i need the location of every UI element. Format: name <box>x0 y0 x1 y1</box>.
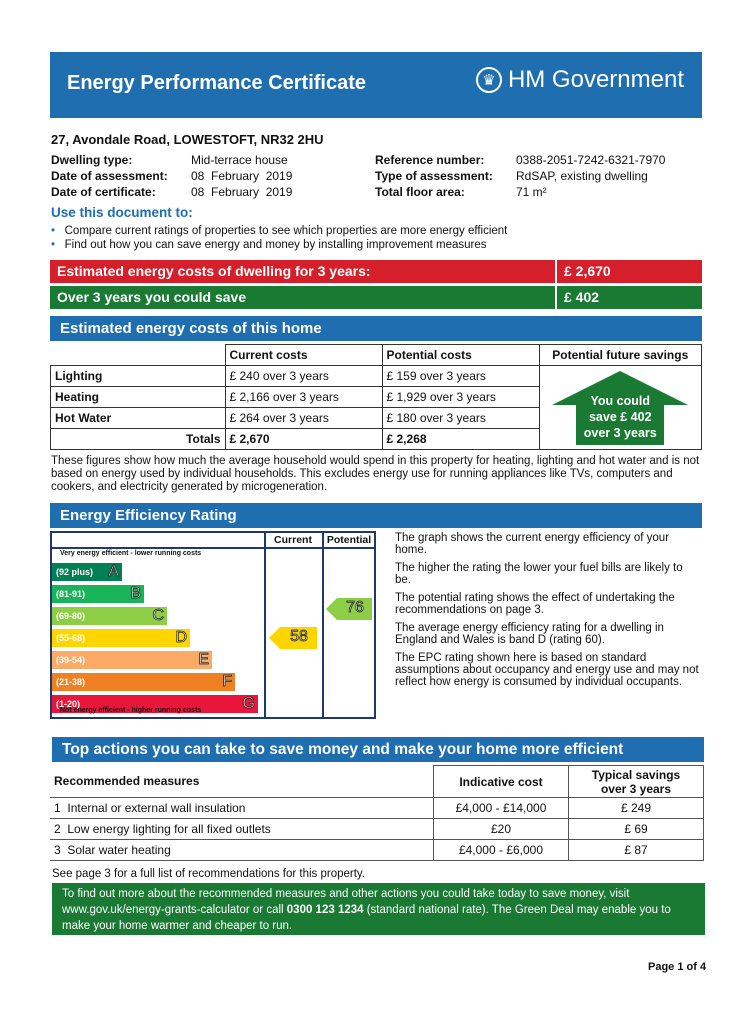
assessment-type-value: RdSAP, existing dwelling <box>516 169 648 183</box>
band-f: (21-38) F <box>52 673 235 691</box>
totals-potential: £ 2,268 <box>382 429 539 450</box>
measure-cell <box>50 819 434 840</box>
band-b: (81-91) B <box>52 585 144 603</box>
page-title: Energy Performance Certificate <box>67 72 367 94</box>
savings-line-3: over 3 years <box>583 426 657 440</box>
savings-arrow-cell <box>539 366 702 450</box>
green-note-text-2: (standard national rate). The Green Deal may enable you to make your home warmer and cheaper to run. <box>62 904 671 932</box>
savings-line-2: save £ 402 <box>588 410 652 424</box>
current-cost: £ 240 over 3 years <box>225 366 382 387</box>
col-recommended-measures: Recommended measures <box>50 766 434 798</box>
rating-bottom-label: Not energy efficient - higher running costs <box>60 707 202 714</box>
measure-cell <box>50 798 434 819</box>
hm-government-logo <box>476 66 684 94</box>
costs-table <box>50 344 702 450</box>
current-cost: £ 264 over 3 years <box>225 408 382 429</box>
measure-number: 1 <box>54 801 61 815</box>
totals-current: £ 2,670 <box>225 429 382 450</box>
green-note-phone: 0300 123 1234 <box>286 904 364 916</box>
rating-paragraph: The potential rating shows the effect of undertaking the recommendations on page 3. <box>395 592 675 616</box>
actions-heading: Top actions you can take to save money and make your home more efficient <box>52 737 704 762</box>
use-document-heading: Use this document to: <box>51 205 193 220</box>
rating-paragraph: The average energy efficiency rating for a dwelling in England and Wales is band D (rating 60). <box>395 622 664 646</box>
current-column <box>264 533 324 717</box>
measures-table <box>50 765 704 861</box>
band-a: (92 plus) A <box>52 563 122 581</box>
costs-note: These figures show how much the average household would spend in this property for heating, lighting and hot water and is not based on energy used by individual households. This excludes energy use for running appliances like TVs, computers and cookers, and electricity generated by microgeneration. <box>51 455 700 493</box>
rating-paragraph: The graph shows the current energy efficiency of your home. <box>395 532 670 556</box>
bullet-text: Find out how you can save energy and money by installing improvement measures <box>64 239 487 251</box>
gov-logo-text: HM Government <box>507 66 684 93</box>
property-address: 27, Avondale Road, LOWESTOFT, NR32 2HU <box>51 132 324 147</box>
see-page-note: See page 3 for a full list of recommendations for this property. <box>52 868 365 880</box>
date-certificate-label: Date of certificate: <box>51 185 156 199</box>
use-document-bullet: • Find out how you can save energy and money by installing improvement measures <box>51 239 487 251</box>
current-rating-value: 58 <box>290 628 308 645</box>
costs-corner <box>51 345 226 366</box>
col-typical-savings-line2: over 3 years <box>600 781 672 796</box>
measure-name: Internal or external wall insulation <box>67 801 246 815</box>
potential-rating-value: 76 <box>346 599 364 616</box>
rating-paragraph: The higher the rating the lower your fuel bills are likely to be. <box>395 562 683 586</box>
col-typical-savings <box>569 766 704 798</box>
estimated-cost-bar: Estimated energy costs of dwelling for 3 years: <box>50 260 555 283</box>
save-bar: Over 3 years you could save <box>50 286 555 309</box>
bullet-text: Compare current ratings of properties to see which properties are more energy efficient <box>64 225 508 237</box>
page-number: Page 1 of 4 <box>648 961 707 973</box>
crest-icon: ♛ <box>476 67 502 93</box>
dwelling-type-label: Dwelling type: <box>51 153 133 167</box>
estimated-cost-value: £ 2,670 <box>557 260 702 283</box>
col-indicative-cost: Indicative cost <box>434 766 569 798</box>
measure-saving: £ 69 <box>569 819 704 840</box>
measure-number: 3 <box>54 843 61 857</box>
rating-chart <box>50 531 376 719</box>
measure-number: 2 <box>54 822 61 836</box>
rating-heading: Energy Efficiency Rating <box>50 503 702 528</box>
costs-heading: Estimated energy costs of this home <box>50 316 702 341</box>
rating-header-blank <box>52 533 262 547</box>
measure-saving: £ 249 <box>569 798 704 819</box>
band-d: (55-68) D <box>52 629 190 647</box>
rating-top-label: Very energy efficient - lower running costs <box>60 550 202 557</box>
rating-col-current: Current <box>274 534 312 546</box>
rating-col-potential: Potential <box>326 534 372 546</box>
table-row <box>50 840 704 861</box>
rating-paragraph: The EPC rating shown here is based on standard assumptions about occupancy and energy use and may not reflect how energy is consumed by individual occupants. <box>395 652 699 688</box>
date-assessment-label: Date of assessment: <box>51 169 168 183</box>
measure-cell <box>50 840 434 861</box>
rating-explanation <box>395 532 701 688</box>
table-row <box>50 798 704 819</box>
table-row <box>50 819 704 840</box>
totals-label: Totals <box>51 429 226 450</box>
floor-area-value: 71 m² <box>516 185 547 199</box>
col-potential-costs: Potential costs <box>382 345 539 366</box>
potential-cost: £ 180 over 3 years <box>382 408 539 429</box>
dwelling-type-value: Mid-terrace house <box>191 153 288 167</box>
savings-arrow-text <box>540 393 702 441</box>
band-e: (39-54) E <box>52 651 212 669</box>
measure-name: Low energy lighting for all fixed outlets <box>67 822 271 836</box>
band-c: (69-80) C <box>52 607 167 625</box>
measure-cost: £20 <box>434 819 569 840</box>
date-certificate-value: 08 February 2019 <box>191 185 293 199</box>
floor-area-label: Total floor area: <box>375 185 465 199</box>
use-document-list <box>51 224 507 252</box>
current-cost: £ 2,166 over 3 years <box>225 387 382 408</box>
assessment-type-label: Type of assessment: <box>375 169 493 183</box>
header-banner <box>50 52 702 118</box>
measure-cost: £4,000 - £14,000 <box>434 798 569 819</box>
table-row <box>51 366 702 387</box>
reference-value: 0388-2051-7242-6321-7970 <box>516 153 666 167</box>
col-current-costs: Current costs <box>225 345 382 366</box>
green-deal-note <box>52 883 705 935</box>
green-note-text-1: To find out more about the recommended measures and other actions you could take today to save money, visit www.gov.uk/energy-grants-calculator or call <box>62 888 630 916</box>
date-assessment-value: 08 February 2019 <box>191 169 293 183</box>
savings-line-1: You could <box>590 394 650 408</box>
potential-cost: £ 1,929 over 3 years <box>382 387 539 408</box>
save-value: £ 402 <box>557 286 702 309</box>
potential-cost: £ 159 over 3 years <box>382 366 539 387</box>
measure-saving: £ 87 <box>569 840 704 861</box>
measure-name: Solar water heating <box>67 843 171 857</box>
row-label: Lighting <box>51 366 226 387</box>
band-g: (1-20) G <box>52 695 258 713</box>
row-label: Hot Water <box>51 408 226 429</box>
col-typical-savings-line1: Typical savings <box>591 767 681 782</box>
row-label: Heating <box>51 387 226 408</box>
measure-cost: £4,000 - £6,000 <box>434 840 569 861</box>
use-document-bullet: • Compare current ratings of properties to see which properties are more energy efficient <box>51 225 508 237</box>
reference-label: Reference number: <box>375 153 485 167</box>
col-potential-savings: Potential future savings <box>539 345 702 366</box>
